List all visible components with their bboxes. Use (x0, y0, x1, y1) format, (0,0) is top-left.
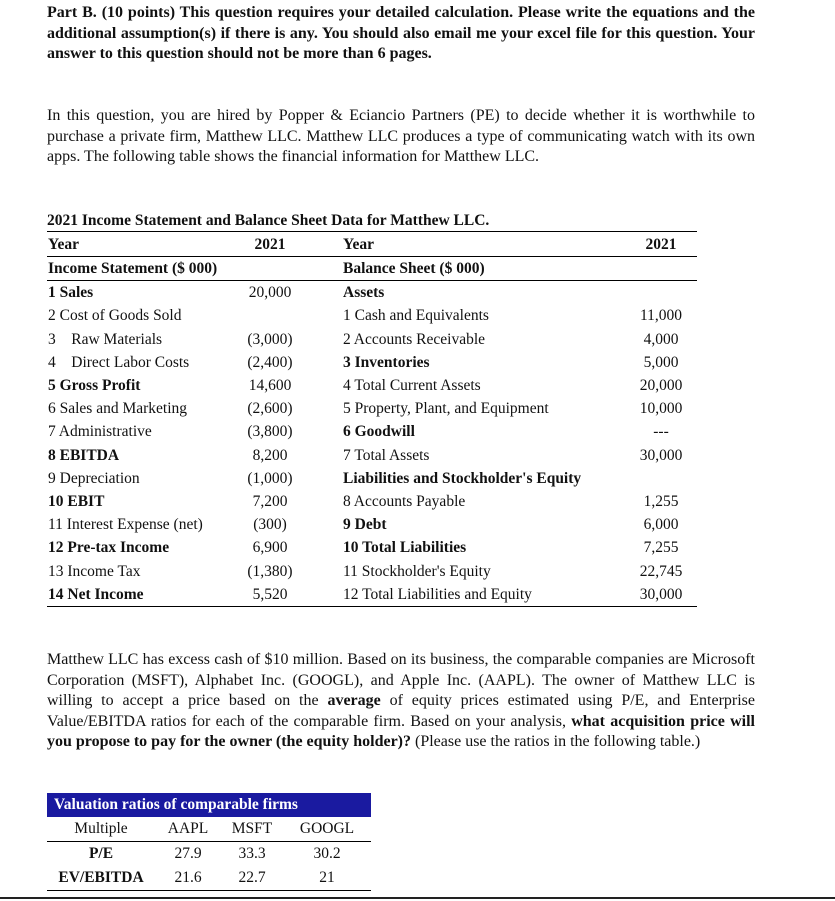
financial-row (47, 559, 697, 582)
income-item-label: 2 Cost of Goods Sold (48, 307, 182, 325)
spacer-cell (302, 281, 342, 305)
balance-item-value (624, 467, 697, 490)
spacer-cell (302, 420, 342, 443)
income-item-label: 10 EBIT (48, 492, 105, 510)
header-googl: GOOGL (283, 817, 371, 842)
financial-row (47, 583, 697, 607)
balance-item-label: 12 Total Liabilities and Equity (342, 583, 624, 607)
financial-data-table (47, 231, 697, 607)
spacer-cell (302, 490, 342, 513)
balance-item-value: 7,255 (643, 539, 679, 557)
income-item-value: 7,200 (252, 492, 288, 510)
balance-sheet-title: Balance Sheet ($ 000) (342, 257, 624, 281)
year-value-left: 2021 (237, 232, 302, 257)
income-item-label: 12 Pre-tax Income (48, 539, 170, 557)
income-item-label: 8 EBITDA (48, 446, 120, 464)
balance-item-value: 30,000 (624, 583, 697, 607)
income-item-label: 6 Sales and Marketing (48, 400, 188, 418)
spacer-cell (302, 467, 342, 490)
spacer-cell (302, 374, 342, 397)
financial-row (47, 513, 697, 536)
balance-item-value: 6,000 (643, 516, 679, 534)
spacer-cell (302, 397, 342, 420)
income-item-value: (3,000) (247, 330, 293, 348)
income-item-label: 9 Depreciation (48, 469, 140, 487)
income-item-value: (300) (253, 516, 287, 534)
balance-item-label: 5 Property, Plant, and Equipment (343, 400, 549, 418)
balance-item-value (624, 281, 697, 305)
income-item-value: (2,400) (247, 353, 293, 371)
income-item-value: 14,600 (248, 377, 292, 395)
spacer-cell (302, 328, 342, 351)
balance-item-value: 22,745 (639, 562, 683, 580)
ev-ebitda-aapl: 21.6 (155, 866, 221, 891)
balance-item-value: 5,000 (643, 353, 679, 371)
spacer-cell (302, 444, 342, 467)
page-bottom-rule (0, 897, 835, 899)
year-label-left: Year (47, 232, 237, 257)
financial-row (47, 536, 697, 559)
financial-table-caption: 2021 Income Statement and Balance Sheet Data for Matthew LLC. (47, 212, 490, 229)
balance-item-label: Liabilities and Stockholder's Equity (343, 469, 582, 487)
year-label-right: Year (342, 232, 624, 257)
ev-ebitda-msft: 22.7 (221, 866, 283, 891)
balance-item-label: 2 Accounts Receivable (343, 330, 486, 348)
balance-item-label: 3 Inventories (343, 353, 430, 371)
income-item-value: 6,900 (252, 539, 288, 557)
financial-row (47, 281, 697, 305)
financial-row (47, 351, 697, 374)
balance-item-label: 7 Total Assets (343, 446, 430, 464)
part-b-instructions: Part B. (10 points) This question requires your detailed calculation. Please write the equations and the additional assumption(s) if there is any. You should also email me your excel file for this question. Your answer to this question should not be more than 6 pages. (47, 4, 755, 62)
income-item-value: 8,200 (252, 446, 288, 464)
income-item-value (237, 304, 302, 327)
income-item-label: 4 Direct Labor Costs (48, 353, 190, 371)
income-item-label: 3 Raw Materials (48, 330, 163, 348)
valuation-ratios-table (47, 793, 371, 891)
spacer-cell (302, 559, 342, 582)
financial-table (47, 211, 757, 607)
financial-row (47, 490, 697, 513)
pe-aapl: 27.9 (174, 845, 202, 862)
spacer-cell (302, 536, 342, 559)
financial-row (47, 420, 697, 443)
balance-item-label: 8 Accounts Payable (343, 492, 466, 510)
header-msft: MSFT (221, 817, 283, 842)
balance-item-label: 9 Debt (343, 516, 387, 534)
income-item-value: (3,800) (247, 423, 293, 441)
question-bold-average: average (327, 692, 381, 709)
valuation-header-row (47, 817, 371, 842)
balance-item-value: 10,000 (639, 400, 683, 418)
balance-item-label: 10 Total Liabilities (343, 539, 467, 557)
financial-row (47, 444, 697, 467)
balance-item-label: 4 Total Current Assets (343, 377, 481, 395)
ev-ebitda-googl: 21 (283, 866, 371, 891)
balance-item-value: 30,000 (639, 446, 683, 464)
balance-item-value: 11,000 (639, 307, 683, 325)
balance-item-value: 4,000 (643, 330, 679, 348)
financial-row (47, 467, 697, 490)
balance-item-value: 20,000 (639, 377, 683, 395)
year-value-right: 2021 (624, 232, 697, 257)
income-item-label: 11 Interest Expense (net) (48, 516, 203, 534)
balance-item-label: 1 Cash and Equivalents (343, 307, 489, 325)
spacer-cell (302, 304, 342, 327)
income-item-value: (1,380) (247, 562, 293, 580)
income-item-label: 7 Administrative (48, 423, 152, 441)
ev-ebitda-row (47, 866, 371, 891)
income-statement-title: Income Statement ($ 000) (47, 257, 237, 281)
question-text-3: (Please use the ratios in the following table.) (411, 733, 701, 750)
financial-row (47, 304, 697, 327)
income-item-value: (1,000) (247, 469, 293, 487)
balance-item-label: 6 Goodwill (343, 423, 415, 441)
spacer-cell (302, 583, 342, 607)
financial-row (47, 397, 697, 420)
income-item-value: 5,520 (237, 583, 302, 607)
financial-row (47, 328, 697, 351)
income-item-label: 5 Gross Profit (48, 377, 141, 395)
income-item-label: 1 Sales (48, 284, 94, 302)
header-aapl: AAPL (155, 817, 221, 842)
spacer-cell (302, 513, 342, 536)
valuation-table (47, 793, 371, 891)
acquisition-question-paragraph (47, 650, 755, 753)
balance-item-label: Assets (343, 284, 385, 302)
spacer-cell (302, 351, 342, 374)
income-item-label: 14 Net Income (47, 583, 237, 607)
balance-item-label: 11 Stockholder's Equity (343, 562, 491, 580)
question-text-2: of equity prices estimated using P/E, and Enterprise Value/EBITDA ratios for each of the comparable firm. Based on your analysis, (47, 692, 755, 730)
pe-label: P/E (88, 845, 114, 862)
ev-ebitda-label: EV/EBITDA (47, 866, 155, 891)
income-item-label: 13 Income Tax (48, 562, 141, 580)
question-text-1: Matthew LLC has excess cash of $10 million. Based on its business, the comparable companies are Microsoft Corporation (MSFT), Alphabet Inc. (GOOGL), and Apple Inc. (AAPL). The owner of Matthew LLC is willing to accept a price based on the (47, 651, 755, 709)
income-item-value: (2,600) (247, 400, 293, 418)
financial-row (47, 374, 697, 397)
year-header-row (47, 232, 697, 257)
valuation-title-row (47, 793, 371, 817)
valuation-title: Valuation ratios of comparable firms (47, 793, 371, 817)
pe-googl: 30.2 (313, 845, 341, 862)
balance-item-value: --- (653, 423, 669, 441)
income-item-value: 20,000 (248, 284, 292, 302)
balance-item-value: 1,255 (643, 492, 679, 510)
section-title-row (47, 257, 697, 281)
intro-paragraph: In this question, you are hired by Popper & Eciancio Partners (PE) to decide whether it is worthwhile to purchase a private firm, Matthew LLC. Matthew LLC produces a type of communicating watch with its own apps. The following table shows the financial information for Matthew LLC. (47, 107, 755, 165)
pe-row (47, 842, 371, 867)
question-bold-price: what acquisition price will you propose to pay for the owner (the equity holder)? (47, 712, 755, 750)
pe-msft: 33.3 (238, 845, 266, 862)
header-multiple: Multiple (47, 817, 155, 842)
